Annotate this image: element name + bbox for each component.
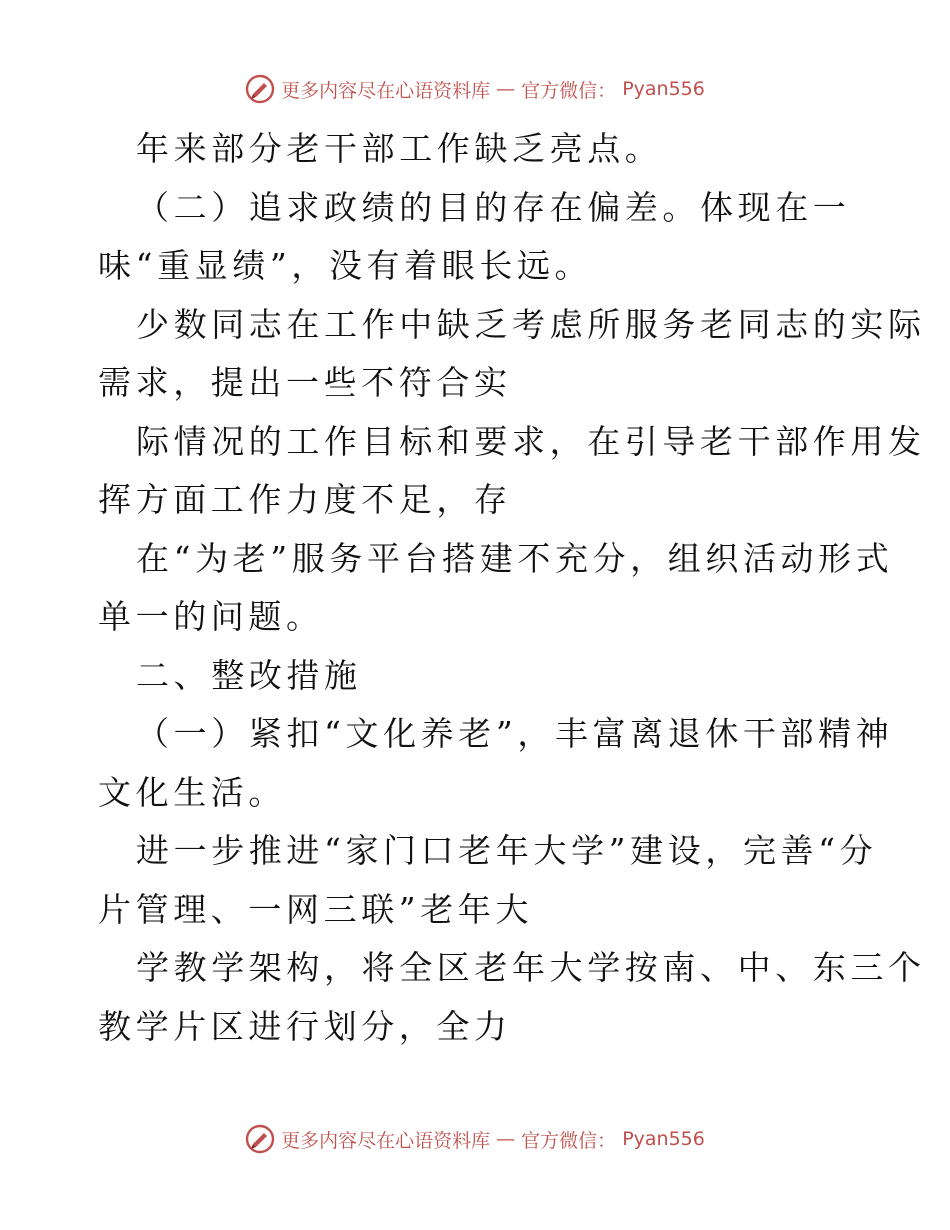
text-line: 挥方面工作力度不足，存 [98, 480, 512, 519]
pen-circle-logo-icon [245, 74, 275, 104]
text-line: 少数同志在工作中缺乏考虑所服务老同志的实际 [136, 304, 926, 344]
pen-circle-logo-icon [245, 1124, 275, 1154]
text-line: 需求，提出一些不符合实 [98, 363, 512, 402]
text-line: 进一步推进“家门口老年大学”建设，完善“分 [136, 831, 878, 870]
text-line: 学教学架构，将全区老年大学按南、中、东三个 [136, 948, 926, 987]
footer-dash: — [496, 1128, 516, 1150]
header-brand-name: 更多内容尽在心语资料库 [281, 79, 491, 102]
text-line: 在“为老”服务平台搭建不充分，组织活动形式 [136, 538, 894, 578]
document-body [98, 120, 926, 1056]
text-line: （一）紧扣“文化养老”，丰富离退休干部精神 [136, 714, 894, 753]
text-line: 味“重显绩”，没有着眼长远。 [98, 246, 593, 285]
text-line: 单一的问题。 [98, 597, 324, 636]
footer-brand-name: 更多内容尽在心语资料库 [281, 1129, 491, 1152]
text-line: 片管理、一网三联”老年大 [98, 889, 534, 929]
text-line: 年来部分老干部工作缺乏亮点。 [136, 129, 663, 168]
footer-wechat-id: Pyan556 [622, 1128, 705, 1150]
text-line: 际情况的工作目标和要求，在引导老干部作用发 [136, 421, 926, 461]
text-line: （二）追求政绩的目的存在偏差。体现在一 [136, 187, 851, 227]
section-heading: 二、整改措施 [136, 655, 362, 695]
header-wechat-prefix: 官方微信： [521, 79, 617, 102]
page-header-watermark [0, 74, 950, 104]
header-dash: — [496, 78, 516, 100]
header-wechat-id: Pyan556 [622, 78, 705, 100]
text-line: 文化生活。 [98, 772, 286, 812]
footer-wechat-prefix: 官方微信： [521, 1129, 617, 1152]
text-line: 教学片区进行划分，全力 [98, 1006, 512, 1046]
page-footer-watermark [0, 1124, 950, 1154]
